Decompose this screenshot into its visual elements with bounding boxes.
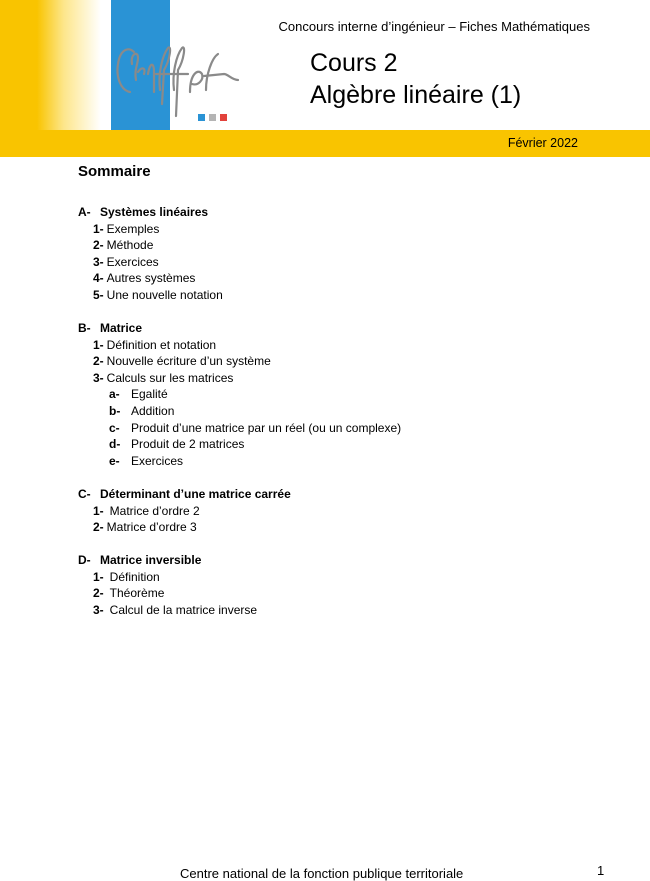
toc-section-title: A- Systèmes linéaires xyxy=(78,205,209,219)
toc-item: 1- Exemples xyxy=(93,221,160,236)
toc-item: 2- Matrice d’ordre 3 xyxy=(93,520,197,535)
toc-item: 1- Définition et notation xyxy=(93,337,217,352)
toc-item: 3- Exercices xyxy=(93,254,159,269)
toc-subitem: d- Produit de 2 matrices xyxy=(109,437,245,452)
footer-organization: Centre national de la fonction publique territoriale xyxy=(180,866,464,881)
toc-section-d xyxy=(78,552,401,618)
course-title xyxy=(310,47,521,111)
toc-item: 5- Une nouvelle notation xyxy=(93,287,223,302)
toc-item: 4- Autres systèmes xyxy=(93,271,196,286)
document-date: Février 2022 xyxy=(507,136,578,150)
toc-section-title: C- Déterminant d’une matrice carrée xyxy=(78,486,291,501)
toc-section-b xyxy=(78,320,401,469)
course-subject: Algèbre linéaire (1) xyxy=(310,81,522,109)
toc-item: 2- Théorème xyxy=(93,586,165,601)
toc-subitem: a- Egalité xyxy=(109,387,168,402)
table-of-contents xyxy=(78,204,401,635)
toc-subitem: e- Exercices xyxy=(109,453,184,468)
toc-item: 1- Matrice d’ordre 2 xyxy=(93,503,200,518)
toc-item: 2- Méthode xyxy=(93,238,154,253)
toc-subitem: c- Produit d’une matrice par un réel (ou un complexe) xyxy=(109,420,402,435)
toc-heading: Sommaire xyxy=(78,163,151,180)
course-number: Cours 2 xyxy=(310,49,398,77)
toc-item: 1- Définition xyxy=(93,569,160,584)
toc-section-c xyxy=(78,486,401,536)
toc-item: 3- Calculs sur les matrices xyxy=(93,370,234,385)
toc-section-a xyxy=(78,204,401,304)
toc-item: 2- Nouvelle écriture d’un système xyxy=(93,354,271,369)
toc-section-title: B- Matrice xyxy=(78,321,143,336)
toc-subitem: b- Addition xyxy=(109,404,175,419)
page-number: 1 xyxy=(597,863,605,878)
toc-item: 3- Calcul de la matrice inverse xyxy=(93,602,258,617)
document-header-title: Concours interne d’ingénieur – Fiches Mathématiques xyxy=(278,19,590,34)
toc-section-title: D- Matrice inversible xyxy=(78,553,202,568)
cnfpt-logo xyxy=(108,44,243,129)
